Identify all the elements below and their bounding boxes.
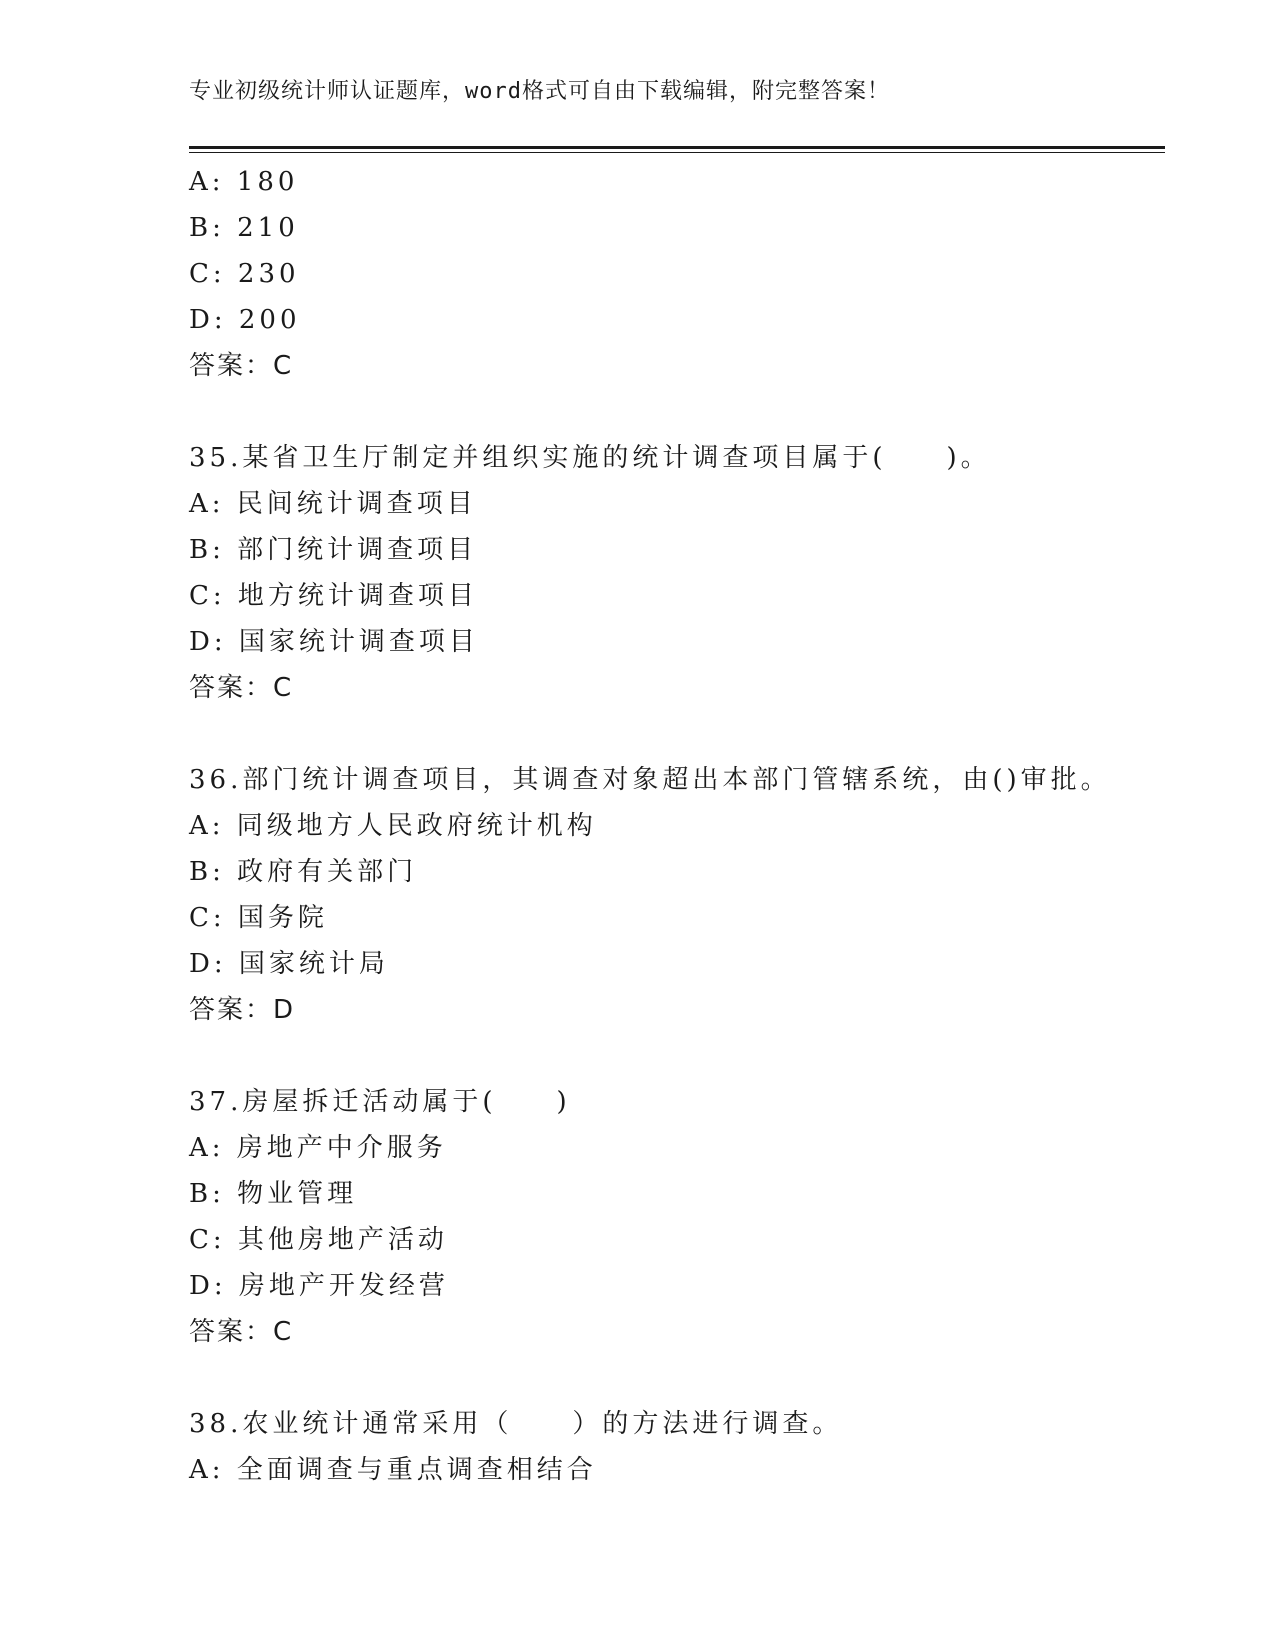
question-38	[189, 1401, 1169, 1493]
question-list	[189, 159, 1169, 1493]
spacer	[189, 389, 1169, 435]
answer: 答案：C	[189, 673, 294, 703]
answer: 答案：D	[189, 995, 296, 1025]
option-c: C: 地方统计调查项目	[189, 581, 478, 611]
question-stem: 37.房屋拆迁活动属于( )	[189, 1087, 571, 1117]
option-b: B: 物业管理	[189, 1179, 358, 1209]
question-stem: 35.某省卫生厅制定并组织实施的统计调查项目属于( )。	[189, 443, 991, 473]
spacer	[189, 1033, 1169, 1079]
question-stem: 36.部门统计调查项目，其调查对象超出本部门管辖系统，由()审批。	[189, 765, 1111, 795]
option-b: B: 政府有关部门	[189, 857, 418, 887]
option-c: C: 230	[189, 259, 300, 289]
spacer	[189, 1355, 1169, 1401]
header-note: 专业初级统计师认证题库，word格式可自由下载编辑，附完整答案！	[189, 79, 890, 104]
option-c: C: 其他房地产活动	[189, 1225, 448, 1255]
option-d: D: 国家统计局	[189, 949, 389, 979]
answer: 答案：C	[189, 351, 294, 381]
question-34-tail	[189, 159, 1169, 389]
spacer	[189, 711, 1169, 757]
question-35	[189, 435, 1169, 711]
option-b: B: 部门统计调查项目	[189, 535, 478, 565]
option-a: A: 180	[189, 167, 299, 197]
option-d: D: 200	[189, 305, 301, 335]
option-a: A: 民间统计调查项目	[189, 489, 477, 519]
option-d: D: 国家统计调查项目	[189, 627, 479, 657]
option-c: C: 国务院	[189, 903, 328, 933]
question-stem: 38.农业统计通常采用（ ）的方法进行调查。	[189, 1409, 843, 1439]
option-a: A: 房地产中介服务	[189, 1133, 447, 1163]
question-36	[189, 757, 1169, 1033]
option-d: D: 房地产开发经营	[189, 1271, 449, 1301]
answer: 答案：C	[189, 1317, 294, 1347]
header-rule-thin	[189, 152, 1165, 153]
header-rule-thick	[189, 146, 1165, 149]
option-a: A: 同级地方人民政府统计机构	[189, 811, 597, 841]
question-37	[189, 1079, 1169, 1355]
option-b: B: 210	[189, 213, 299, 243]
option-a: A: 全面调查与重点调查相结合	[189, 1455, 597, 1485]
